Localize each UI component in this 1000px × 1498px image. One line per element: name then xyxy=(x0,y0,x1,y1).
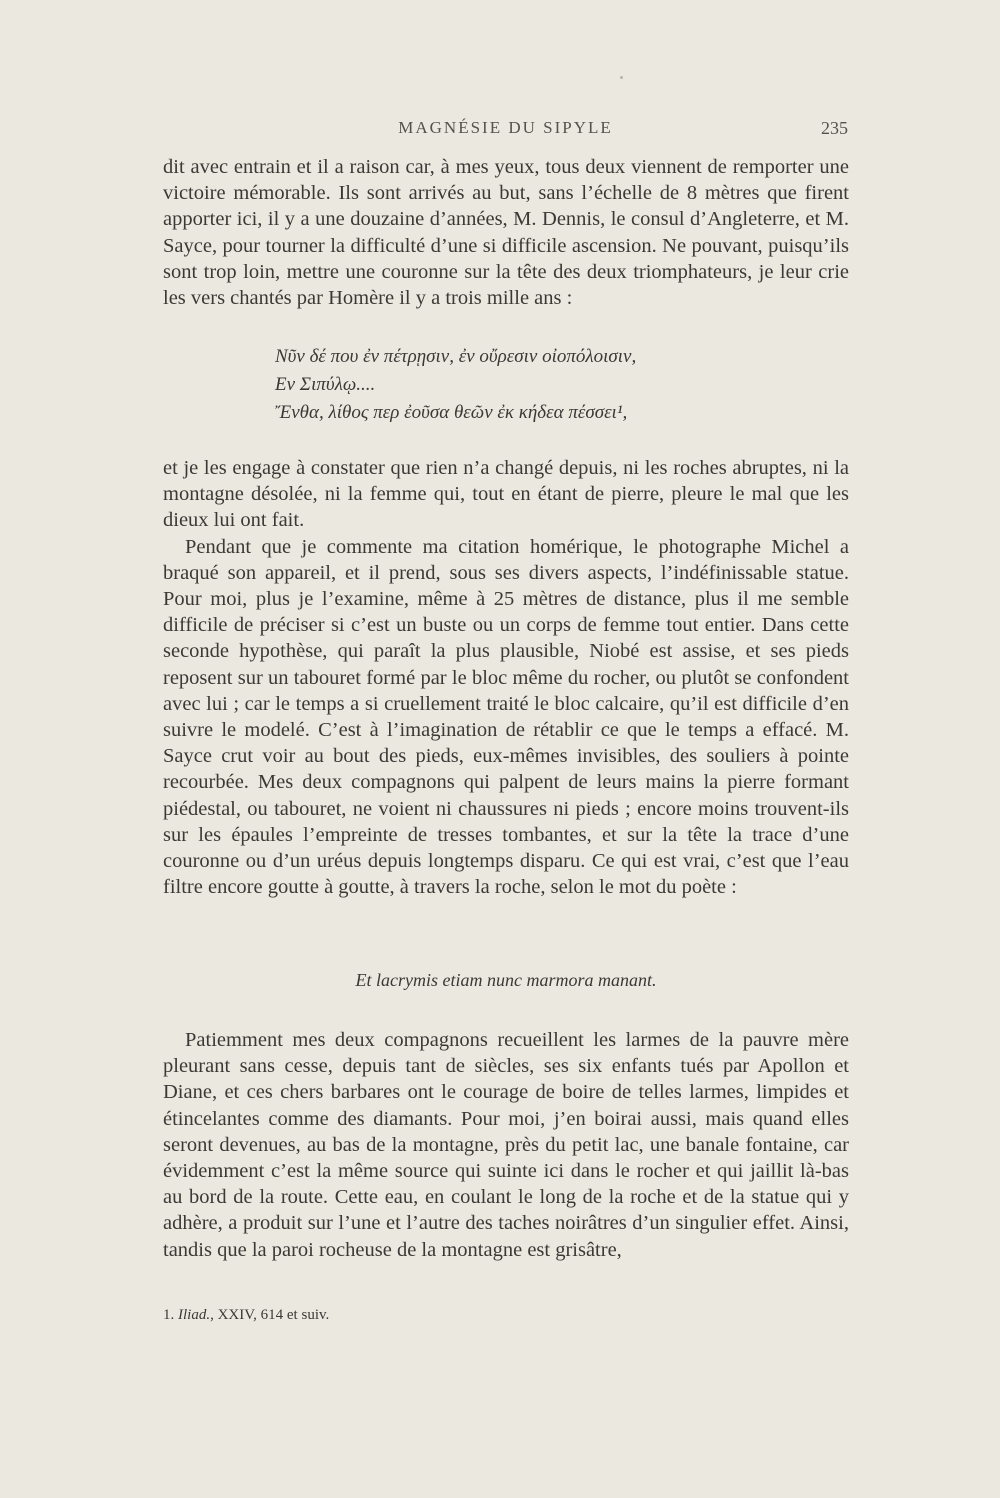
footnote xyxy=(163,1307,329,1324)
greek-line-3: Ἔνθα, λίθος περ ἐοῦσα θεῶν ἐκ κήδεα πέσσει¹, xyxy=(275,402,628,423)
page-number: 235 xyxy=(821,118,848,138)
greek-quotation xyxy=(275,343,835,427)
running-title: MAGNÉSIE DU SIPYLE xyxy=(398,118,613,137)
paragraph-1 xyxy=(163,154,849,311)
running-head xyxy=(163,118,848,142)
paragraph-1-text: dit avec entrain et il a raison car, à mes yeux, tous deux viennent de remporter une victoire mémorable. Ils sont arrivés au but, sans l’échelle de 8 mètres que firent apporter ici, il y a une douzaine d’années, M. Dennis, le consul d’Angleterre, et M. Sayce, pour tourner la difficulté d’une si difficile ascension. Ne pouvant, puisqu’ils sont trop loin, mettre une couronne sur la tête des deux triomphateurs, je leur crie les vers chantés par Homère il y a trois mille ans : xyxy=(163,156,849,310)
paper-speck xyxy=(620,76,623,79)
paragraph-4-text: Patiemment mes deux compagnons recueillent les larmes de la pauvre mère pleurant sans cesse, depuis tant de siècles, ses six enfants tués par Apollon et Diane, et ces chers barbares ont le courage de boire de telles larmes, limpides et étincelantes comme des diamants. Pour moi, j’en boirai aussi, mais quand elles seront devenues, au bas de la montagne, près du petit lac, une banale fontaine, car évidemment c’est la même source qui suinte ici dans le rocher et qui jaillit là-bas au bord de la route. Cette eau, en coulant le long de la roche et de la statue qui y adhère, a produit sur l’une et l’autre des taches noirâtres d’un singulier effet. Ainsi, tandis que la paroi rocheuse de la montagne est grisâtre, xyxy=(163,1029,849,1261)
footnote-work: Iliad. xyxy=(178,1307,211,1323)
paragraph-2-text: et je les engage à constater que rien n’a changé depuis, ni les roches abruptes, ni la montagne désolée, ni la femme qui, tout en étant de pierre, pleure le mal que les dieux lui ont fait. xyxy=(163,457,849,532)
paragraph-2-block xyxy=(163,455,849,900)
footnote-reference: , XXIV, 614 et suiv. xyxy=(210,1307,330,1323)
paragraph-3-text: Pendant que je commente ma citation homérique, le photographe Michel a braqué son appareil, et il prend, sous ses divers aspects, l’indéfinissable statue. Pour moi, plus je l’examine, même à 25 mètres de distance, plus il me semble difficile de préciser si c’est un buste ou un corps de femme tout entier. Dans cette seconde hypothèse, qui paraît la plus plausible, Niobé est assise, et ses pieds reposent sur un tabouret formé par le bloc même du rocher, ou plutôt se confondent avec lui ; car le temps a si cruellement traité le bloc calcaire, qu’il est difficile d’en suivre le modelé. C’est à l’imagination de rétablir ce que le temps a effacé. M. Sayce crut voir au bout des pieds, eux-mêmes invisibles, des souliers à pointe recourbée. Mes deux compagnons qui palpent de leurs mains la pierre formant piédestal, ou tabouret, ne voient ni chaussures ni pieds ; encore moins trouvent-ils sur les épaules l’empreinte de tresses tombantes, et sur la tête la trace d’une couronne ou d’un uréus depuis longtemps disparu. Ce qui est vrai, c’est que l’eau filtre encore goutte à goutte, à travers la roche, selon le mot du poète : xyxy=(163,535,849,899)
greek-line-2: Εν Σιπύλῳ.... xyxy=(275,374,376,395)
latin-quotation: Et lacrymis etiam nunc marmora manant. xyxy=(355,970,657,990)
paragraph-4-block xyxy=(163,1027,849,1263)
footnote-number: 1. xyxy=(163,1307,175,1323)
greek-line-1: Νῦν δέ που ἐν πέτρῃσιν, ἐν οὔρεσιν οἰοπόλοισιν, xyxy=(275,346,637,367)
